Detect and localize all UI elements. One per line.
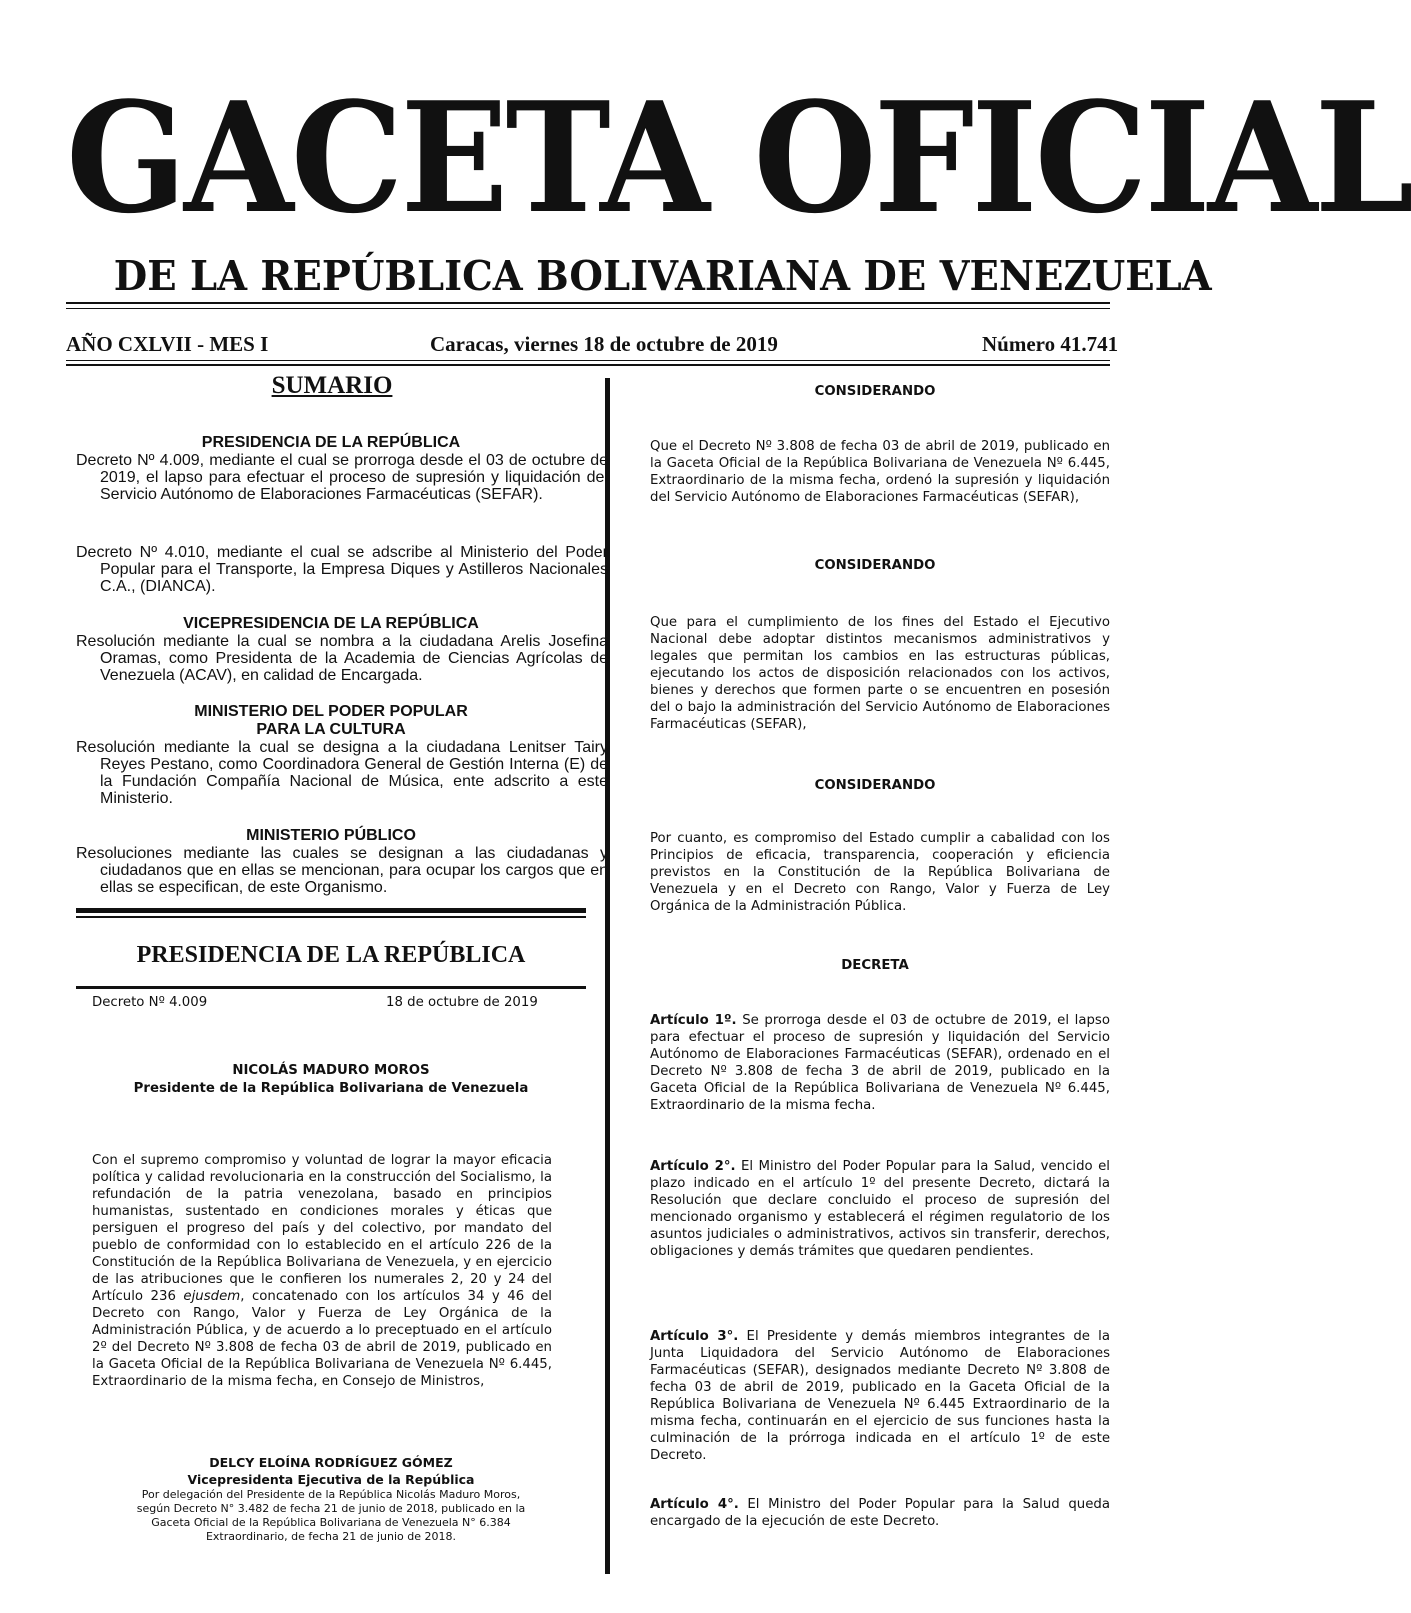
article-text: El Presidente y demás miembros integrantes de la Junta Liquidadora del Servicio Autónomo de Elaboraciones Farmacéuticas (SEFAR), designados mediante Decreto Nº 3.808 de fecha 03 de abril de 2019, publicado en la Gaceta Oficial de la República Bolivariana de Venezuela Nº 6.445 Extraordinario de la misma fecha, continuarán en el ejercicio de sus funciones hasta la culminación de la prórroga indicada en el artículo 1º de este Decreto. bbox=[650, 1329, 1110, 1463]
article-text: Se prorroga desde el 03 de octubre de 2019, el lapso para efectuar el proceso de supresión y liquidación del Servicio Autónomo de Elaboraciones Farmacéuticas (SEFAR), ordenado en el Decreto Nº 3.808 de fecha 3 de abril de 2019, publicado en la Gaceta Oficial de la República Bolivariana de Venezuela Nº 6.445, Extraordinario de la misma fecha. bbox=[650, 1013, 1110, 1113]
sumario-entry: Resolución mediante la cual se nombra a la ciudadana Arelis Josefina Oramas, como Presidenta de la Academia de Ciencias Agrícolas de Venezuela (ACAV), en calidad de Encargada. bbox=[76, 633, 608, 684]
considerando-paragraph: Que el Decreto Nº 3.808 de fecha 03 de abril de 2019, publicado en la Gaceta Oficial de la República Bolivariana de Venezuela Nº 6.445, Extraordinario de la misma fecha, ordenó la supresión y liquidación del Servicio Autónomo de Elaboraciones Farmacéuticas (SEFAR), bbox=[650, 439, 1110, 505]
issue-number: Número 41.741 bbox=[982, 332, 1119, 356]
considerando-paragraph: Que para el cumplimiento de los fines del Estado el Ejecutivo Nacional debe adoptar distintos mecanismos administrativos y legales que permitan los cambios en las estructuras públicas, ejecutando los actos de disposición relacionados con los activos, bienes y derechos que formen parte o se encuentren en posesión del o bajo la administración del Servicio Autónomo de Elaboraciones Farmacéuticas (SEFAR), bbox=[650, 615, 1110, 732]
article-label: Artículo 1º. bbox=[650, 1013, 737, 1028]
delegation-line: Gaceta Oficial de la República Bolivariana de Venezuela N° 6.384 bbox=[151, 1516, 511, 1529]
sumario-end-rule-2 bbox=[76, 916, 586, 918]
considerando-label: CONSIDERANDO bbox=[814, 558, 936, 573]
president-title: Presidente de la República Bolivariana de Venezuela bbox=[133, 1081, 529, 1096]
header-rule-top-2 bbox=[66, 308, 1110, 309]
article-2 bbox=[650, 1158, 1110, 1260]
sumario-section-heading: VICEPRESIDENCIA DE LA REPÚBLICA bbox=[183, 615, 479, 632]
masthead-subtitle: DE LA REPÚBLICA BOLIVARIANA DE VENEZUELA bbox=[113, 252, 1212, 300]
sumario-section-heading-line2: PARA LA CULTURA bbox=[256, 721, 406, 738]
article-3 bbox=[650, 1328, 1110, 1464]
article-text: El Ministro del Poder Popular para la Salud, vencido el plazo indicado en el artículo 1º del presente Decreto, dictará la Resolución que declare concluido el proceso de supresión del mencionado organismo y establecerá el régimen regulatorio de los asuntos judiciales o administrativos, activos sin transferir, derechos, obligaciones y demás trámites que quedaren pendientes. bbox=[650, 1159, 1110, 1259]
issue-place-date: Caracas, viernes 18 de octubre de 2019 bbox=[430, 332, 778, 356]
article-label: Artículo 4°. bbox=[650, 1497, 739, 1512]
decree-number: Decreto Nº 4.009 bbox=[92, 995, 208, 1010]
sumario-section-heading: PRESIDENCIA DE LA REPÚBLICA bbox=[201, 434, 461, 451]
sumario-entry: Resolución mediante la cual se designa a la ciudadana Lenitser Tairy Reyes Pestano, como Coordinadora General de Gestión Interna (E) de la Fundación Compañía Nacional de Música, ente adscrito a este Ministerio. bbox=[76, 739, 608, 807]
sumario-entry: Resoluciones mediante las cuales se designan a las ciudadanas y ciudadanos que en ellas se mencionan, para ocupar los cargos que en ellas se especifican, de este Organismo. bbox=[76, 845, 608, 896]
decree-section-heading: PRESIDENCIA DE LA REPÚBLICA bbox=[136, 942, 526, 968]
decree-preamble bbox=[92, 1152, 552, 1390]
sumario-heading: SUMARIO bbox=[271, 372, 393, 399]
masthead-title: GACETA OFICIAL bbox=[66, 68, 1411, 247]
decree-heading-rule bbox=[76, 986, 586, 989]
preamble-text-2: , concatenado con los artículos 34 y 46 del Decreto con Rango, Valor y Fuerza de Ley Orgánica de la Administración Pública, y de acuerdo a lo preceptuado en el artículo 2º del Decreto Nº 3.808 de fecha 03 de abril de 2019, publicado en la Gaceta Oficial de la República Bolivariana de Venezuela Nº 6.445, Extraordinario de la misma fecha, en Consejo de Ministros, bbox=[92, 1289, 553, 1389]
delegation-line: Extraordinario, de fecha 21 de junio de 2018. bbox=[205, 1530, 457, 1543]
issue-year-month: AÑO CXLVII - MES I bbox=[66, 332, 269, 356]
president-name: NICOLÁS MADURO MOROS bbox=[232, 1063, 430, 1078]
considerando-label: CONSIDERANDO bbox=[814, 384, 936, 399]
considerando-label: CONSIDERANDO bbox=[814, 778, 936, 793]
signatory-name: DELCY ELOÍNA RODRÍGUEZ GÓMEZ bbox=[209, 1455, 453, 1470]
header-rule-bottom-2 bbox=[66, 364, 1110, 366]
sumario-entry: Decreto Nº 4.009, mediante el cual se prorroga desde el 03 de octubre de 2019, el lapso para efectuar el proceso de supresión y liquidación del Servicio Autónomo de Elaboraciones Farmacéuticas (SEFAR). bbox=[76, 452, 608, 503]
article-label: Artículo 3°. bbox=[650, 1329, 739, 1344]
article-4 bbox=[650, 1496, 1110, 1530]
header-rule-top bbox=[66, 302, 1110, 304]
article-text: El Ministro del Poder Popular para la Salud queda encargado de la ejecución de este Decreto. bbox=[650, 1497, 1110, 1529]
article-label: Artículo 2°. bbox=[650, 1159, 736, 1174]
sumario-section-heading: MINISTERIO DEL PODER POPULAR bbox=[194, 703, 468, 720]
delegation-line: Por delegación del Presidente de la República Nicolás Maduro Moros, bbox=[141, 1488, 521, 1501]
preamble-ejusdem: ejusdem bbox=[183, 1289, 241, 1304]
signatory-title: Vicepresidenta Ejecutiva de la República bbox=[187, 1472, 475, 1487]
preamble-text-1: Con el supremo compromiso y voluntad de lograr la mayor eficacia política y calidad revolucionaria en la construcción del Socialismo, la refundación de la patria venezolana, basado en principios humanistas, sustentado en condiciones morales y éticas que persiguen el progreso del país y del colectivo, por mandato del pueblo de conformidad con lo establecido en el artículo 226 de la Constitución de la República Bolivariana de Venezuela, y en ejercicio de las atribuciones que le confieren los numerales 2, 20 y 24 del Artículo 236 bbox=[92, 1153, 552, 1304]
decreta-label: DECRETA bbox=[841, 958, 909, 973]
header-rule-bottom bbox=[66, 360, 1110, 361]
decree-date: 18 de octubre de 2019 bbox=[386, 995, 538, 1010]
sumario-section-heading: MINISTERIO PÚBLICO bbox=[246, 827, 416, 844]
article-1 bbox=[650, 1012, 1110, 1114]
sumario-end-rule bbox=[76, 908, 586, 913]
sumario-entry: Decreto Nº 4.010, mediante el cual se adscribe al Ministerio del Poder Popular para el Transporte, la Empresa Diques y Astilleros Nacionales C.A., (DIANCA). bbox=[76, 544, 608, 595]
delegation-line: según Decreto N° 3.482 de fecha 21 de junio de 2018, publicado en la bbox=[136, 1502, 526, 1515]
considerando-paragraph: Por cuanto, es compromiso del Estado cumplir a cabalidad con los Principios de eficacia, transparencia, cooperación y eficiencia previstos en la Constitución de la República Bolivariana de Venezuela y en el Decreto con Rango, Valor y Fuerza de Ley Orgánica de la Administración Pública. bbox=[650, 831, 1110, 914]
